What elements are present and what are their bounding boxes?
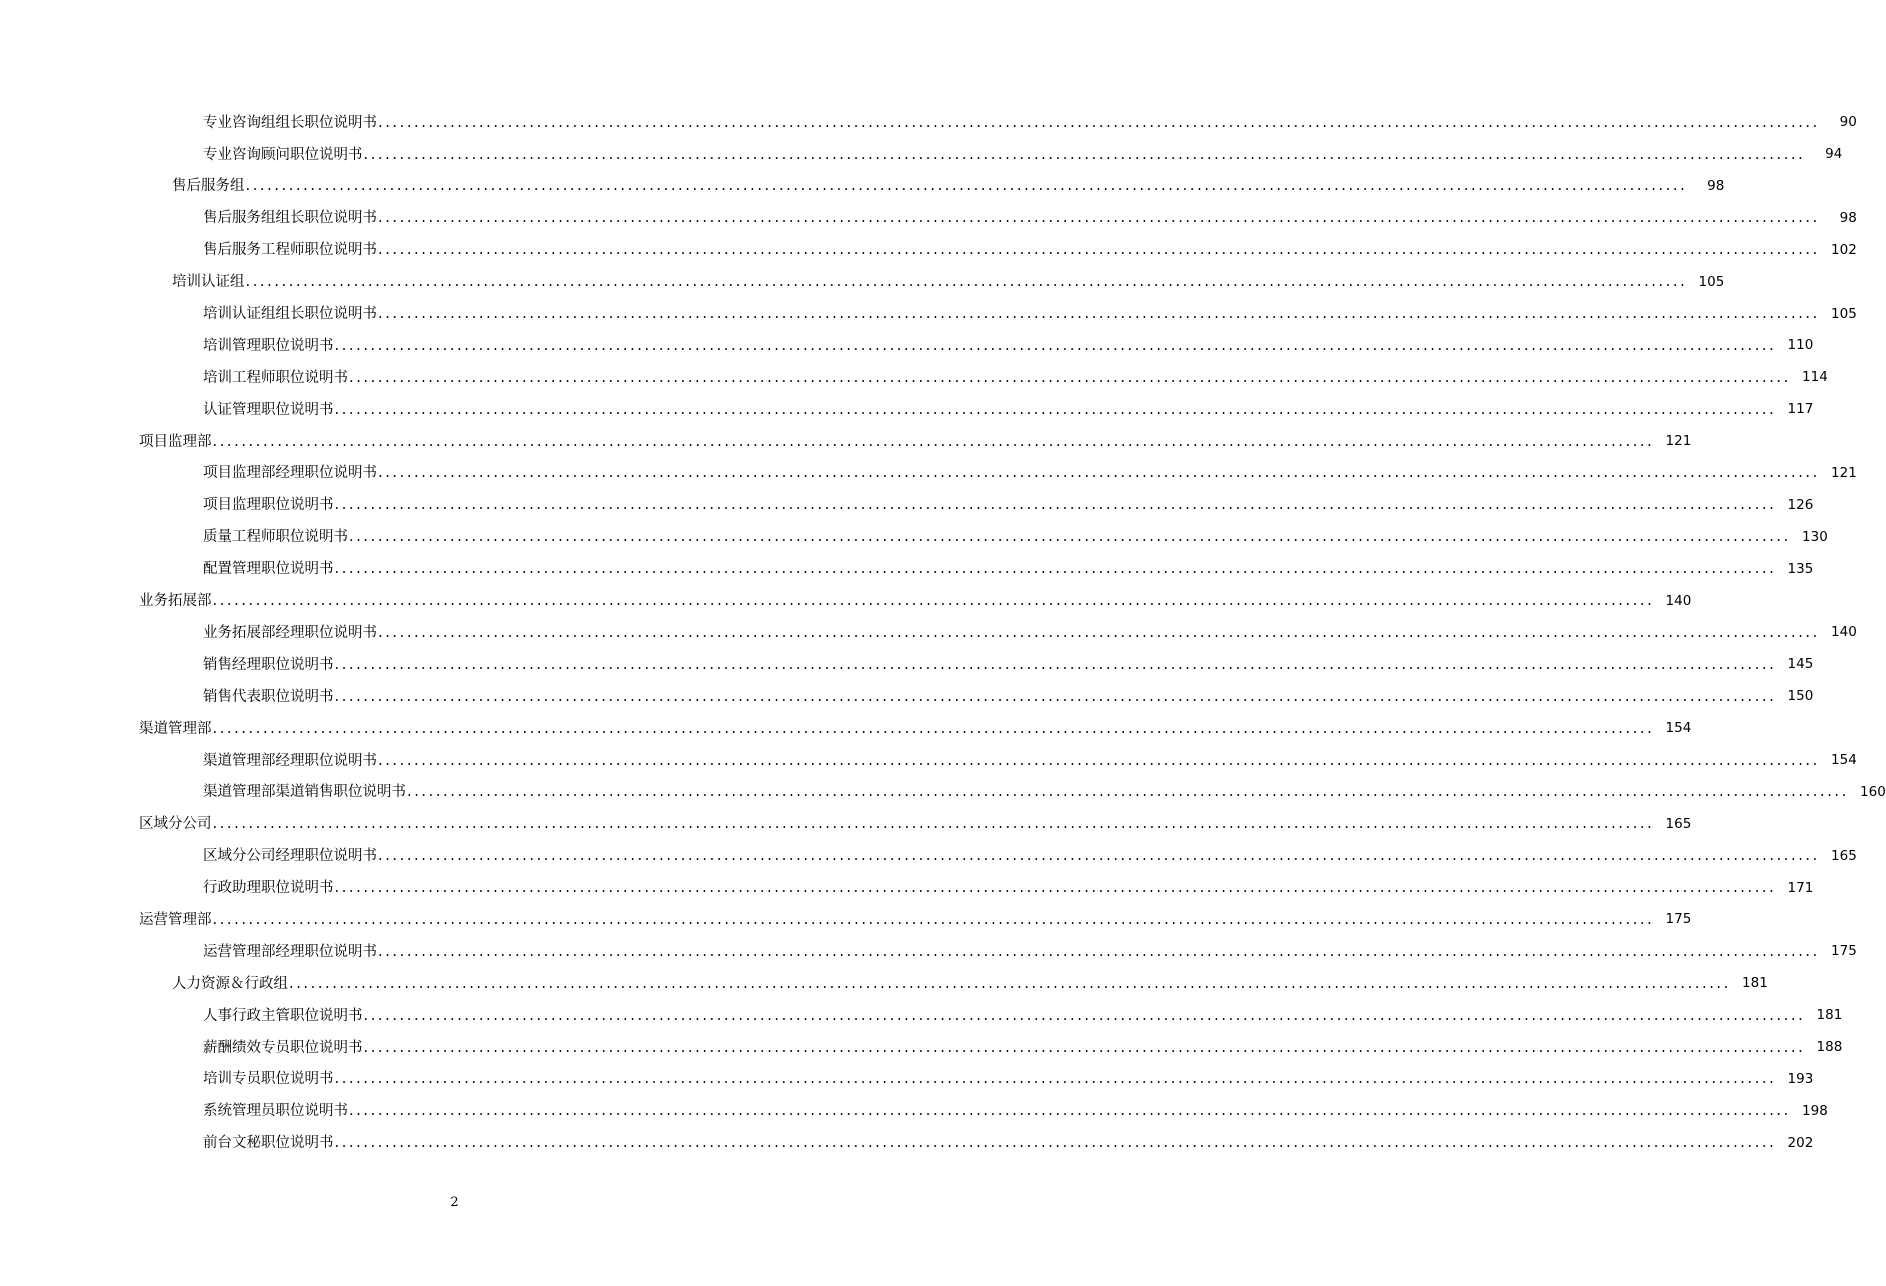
toc-entry[interactable] (0, 266, 1725, 298)
toc-dot-leader: ........................................................................................................................................................................................................ (378, 114, 1820, 131)
toc-dot-leader: ........................................................................................................................................................................................................ (334, 1071, 1777, 1088)
toc-entry-title: 人力资源＆行政组 (172, 975, 288, 992)
toc-entry-title: 业务拓展部 (139, 593, 212, 610)
toc-dot-leader: ........................................................................................................................................................................................................ (212, 433, 1655, 450)
toc-entry-title: 质量工程师职位说明书 (203, 529, 348, 546)
toc-entry-page: 117 (1787, 401, 1814, 418)
toc-entry-title: 培训认证组组长职位说明书 (203, 306, 377, 323)
table-of-contents (0, 107, 1886, 1159)
toc-dot-leader: ........................................................................................................................................................................................................ (245, 274, 1688, 291)
toc-entry[interactable] (0, 171, 1725, 203)
toc-dot-leader: ........................................................................................................................................................................................................ (212, 593, 1655, 610)
toc-entry-page: 94 (1825, 146, 1843, 163)
toc-entry-page: 140 (1831, 624, 1857, 641)
toc-dot-leader: ........................................................................................................................................................................................................ (334, 497, 1777, 514)
toc-entry-page: 175 (1665, 911, 1692, 928)
toc-entry-title: 认证管理职位说明书 (203, 401, 334, 418)
toc-entry[interactable] (0, 1128, 1814, 1160)
toc-entry-title: 销售经理职位说明书 (203, 656, 334, 673)
toc-dot-leader: ........................................................................................................................................................................................................ (378, 465, 1820, 482)
toc-entry[interactable] (0, 1032, 1843, 1064)
toc-entry-page: 181 (1816, 1007, 1843, 1024)
toc-dot-leader: ........................................................................................................................................................................................................ (349, 529, 1791, 546)
toc-entry[interactable] (0, 1000, 1843, 1032)
toc-entry-title: 专业咨询顾问职位说明书 (203, 146, 363, 163)
toc-entry[interactable] (0, 203, 1857, 235)
toc-entry[interactable] (0, 1064, 1814, 1096)
toc-entry[interactable] (0, 713, 1692, 745)
toc-entry[interactable] (0, 649, 1814, 681)
toc-dot-leader: ........................................................................................................................................................................................................ (334, 337, 1777, 354)
toc-entry-page: 181 (1742, 975, 1768, 992)
toc-entry-page: 154 (1831, 752, 1857, 768)
toc-entry-page: 105 (1698, 273, 1725, 290)
page-number: 2 (450, 1195, 459, 1210)
toc-dot-leader: ........................................................................................................................................................................................................ (363, 1007, 1806, 1024)
toc-entry[interactable] (0, 904, 1692, 936)
toc-entry[interactable] (0, 777, 1886, 809)
toc-entry-page: 98 (1839, 209, 1857, 226)
toc-entry[interactable] (0, 330, 1814, 362)
toc-entry[interactable] (0, 426, 1692, 458)
toc-dot-leader: ........................................................................................................................................................................................................ (378, 624, 1820, 641)
toc-entry[interactable] (0, 107, 1857, 139)
toc-entry-page: 98 (1707, 177, 1725, 194)
toc-entry-title: 培训认证组 (172, 274, 245, 291)
toc-entry-title: 培训工程师职位说明书 (203, 369, 348, 386)
toc-entry-page: 165 (1831, 847, 1857, 864)
toc-dot-leader: ........................................................................................................................................................................................................ (349, 369, 1791, 386)
toc-entry-page: 175 (1831, 943, 1857, 960)
toc-entry-title: 运营管理部 (139, 911, 212, 928)
toc-entry-title: 项目监理部经理职位说明书 (203, 465, 377, 482)
toc-entry-page: 202 (1787, 1134, 1814, 1151)
toc-entry[interactable] (0, 745, 1857, 777)
toc-entry[interactable] (0, 1096, 1828, 1128)
toc-entry-title: 渠道管理部渠道销售职位说明书 (203, 784, 406, 801)
toc-entry-title: 专业咨询组组长职位说明书 (203, 114, 377, 131)
toc-entry-title: 区域分公司 (139, 816, 212, 833)
toc-dot-leader: ........................................................................................................................................................................................................ (289, 975, 1731, 992)
toc-entry-title: 培训管理职位说明书 (203, 337, 334, 354)
toc-entry[interactable] (0, 394, 1814, 426)
toc-entry-page: 114 (1802, 369, 1828, 386)
toc-entry-title: 渠道管理部经理职位说明书 (203, 752, 377, 769)
toc-entry[interactable] (0, 936, 1857, 968)
toc-entry[interactable] (0, 553, 1814, 585)
toc-dot-leader: ........................................................................................................................................................................................................ (378, 210, 1820, 227)
toc-entry-page: 121 (1665, 433, 1692, 450)
toc-entry-title: 售后服务组组长职位说明书 (203, 210, 377, 227)
toc-dot-leader: ........................................................................................................................................................................................................ (378, 242, 1820, 259)
toc-entry[interactable] (0, 585, 1692, 617)
toc-entry[interactable] (0, 362, 1828, 394)
toc-entry-page: 171 (1787, 879, 1814, 896)
toc-entry[interactable] (0, 872, 1814, 904)
toc-entry-title: 项目监理职位说明书 (203, 497, 334, 514)
toc-entry[interactable] (0, 617, 1857, 649)
toc-entry-title: 配置管理职位说明书 (203, 561, 334, 578)
toc-entry[interactable] (0, 298, 1857, 330)
toc-entry-page: 150 (1787, 688, 1814, 705)
toc-entry-title: 售后服务组 (172, 178, 245, 195)
toc-entry-title: 业务拓展部经理职位说明书 (203, 624, 377, 641)
toc-entry-title: 区域分公司经理职位说明书 (203, 848, 377, 865)
toc-entry[interactable] (0, 235, 1857, 267)
toc-entry[interactable] (0, 458, 1857, 490)
toc-entry-page: 193 (1787, 1070, 1814, 1087)
toc-entry-page: 160 (1860, 783, 1886, 800)
toc-dot-leader: ........................................................................................................................................................................................................ (212, 720, 1655, 737)
toc-entry-title: 薪酬绩效专员职位说明书 (203, 1039, 363, 1056)
toc-entry[interactable] (0, 139, 1843, 171)
toc-entry-title: 销售代表职位说明书 (203, 688, 334, 705)
toc-entry-title: 培训专员职位说明书 (203, 1071, 334, 1088)
toc-dot-leader: ........................................................................................................................................................................................................ (245, 178, 1688, 195)
toc-entry-page: 135 (1787, 560, 1814, 577)
toc-dot-leader: ........................................................................................................................................................................................................ (378, 306, 1820, 323)
toc-entry-page: 110 (1787, 337, 1814, 354)
toc-dot-leader: ........................................................................................................................................................................................................ (212, 911, 1655, 928)
toc-dot-leader: ........................................................................................................................................................................................................ (363, 1039, 1806, 1056)
toc-entry-title: 行政助理职位说明书 (203, 880, 334, 897)
toc-entry-title: 渠道管理部 (139, 720, 212, 737)
toc-dot-leader: ........................................................................................................................................................................................................ (378, 848, 1820, 865)
toc-dot-leader: ........................................................................................................................................................................................................ (334, 401, 1777, 418)
toc-entry[interactable] (0, 490, 1814, 522)
toc-entry-title: 前台文秘职位说明书 (203, 1135, 334, 1152)
toc-entry[interactable] (0, 968, 1768, 1000)
toc-entry-page: 145 (1787, 656, 1814, 673)
toc-entry-page: 165 (1665, 815, 1692, 832)
toc-entry-page: 130 (1802, 528, 1828, 545)
toc-dot-leader: ........................................................................................................................................................................................................ (378, 943, 1820, 960)
toc-entry-title: 售后服务工程师职位说明书 (203, 242, 377, 259)
toc-dot-leader: ........................................................................................................................................................................................................ (334, 688, 1777, 705)
toc-dot-leader: ........................................................................................................................................................................................................ (334, 880, 1777, 897)
toc-entry-page: 102 (1831, 241, 1857, 258)
toc-entry-page: 198 (1802, 1102, 1828, 1119)
toc-dot-leader: ........................................................................................................................................................................................................ (378, 752, 1820, 769)
toc-entry[interactable] (0, 522, 1828, 554)
toc-entry[interactable] (0, 681, 1814, 713)
toc-entry-title: 系统管理员职位说明书 (203, 1103, 348, 1120)
toc-dot-leader: ........................................................................................................................................................................................................ (349, 1103, 1791, 1120)
toc-dot-leader: ........................................................................................................................................................................................................ (407, 784, 1849, 801)
toc-entry[interactable] (0, 809, 1692, 841)
toc-entry-page: 121 (1831, 464, 1857, 481)
toc-entry-page: 188 (1816, 1039, 1843, 1056)
toc-entry-page: 126 (1787, 496, 1814, 513)
toc-entry-title: 项目监理部 (139, 433, 212, 450)
toc-dot-leader: ........................................................................................................................................................................................................ (212, 816, 1655, 833)
toc-entry[interactable] (0, 840, 1857, 872)
toc-dot-leader: ........................................................................................................................................................................................................ (334, 561, 1777, 578)
toc-dot-leader: ........................................................................................................................................................................................................ (363, 146, 1806, 163)
toc-entry-page: 154 (1665, 720, 1692, 737)
toc-entry-title: 人事行政主管职位说明书 (203, 1007, 363, 1024)
toc-dot-leader: ........................................................................................................................................................................................................ (334, 656, 1777, 673)
toc-entry-page: 90 (1839, 114, 1857, 131)
toc-entry-page: 140 (1665, 592, 1692, 609)
toc-entry-title: 运营管理部经理职位说明书 (203, 943, 377, 960)
toc-dot-leader: ........................................................................................................................................................................................................ (334, 1135, 1777, 1152)
toc-entry-page: 105 (1831, 305, 1857, 322)
